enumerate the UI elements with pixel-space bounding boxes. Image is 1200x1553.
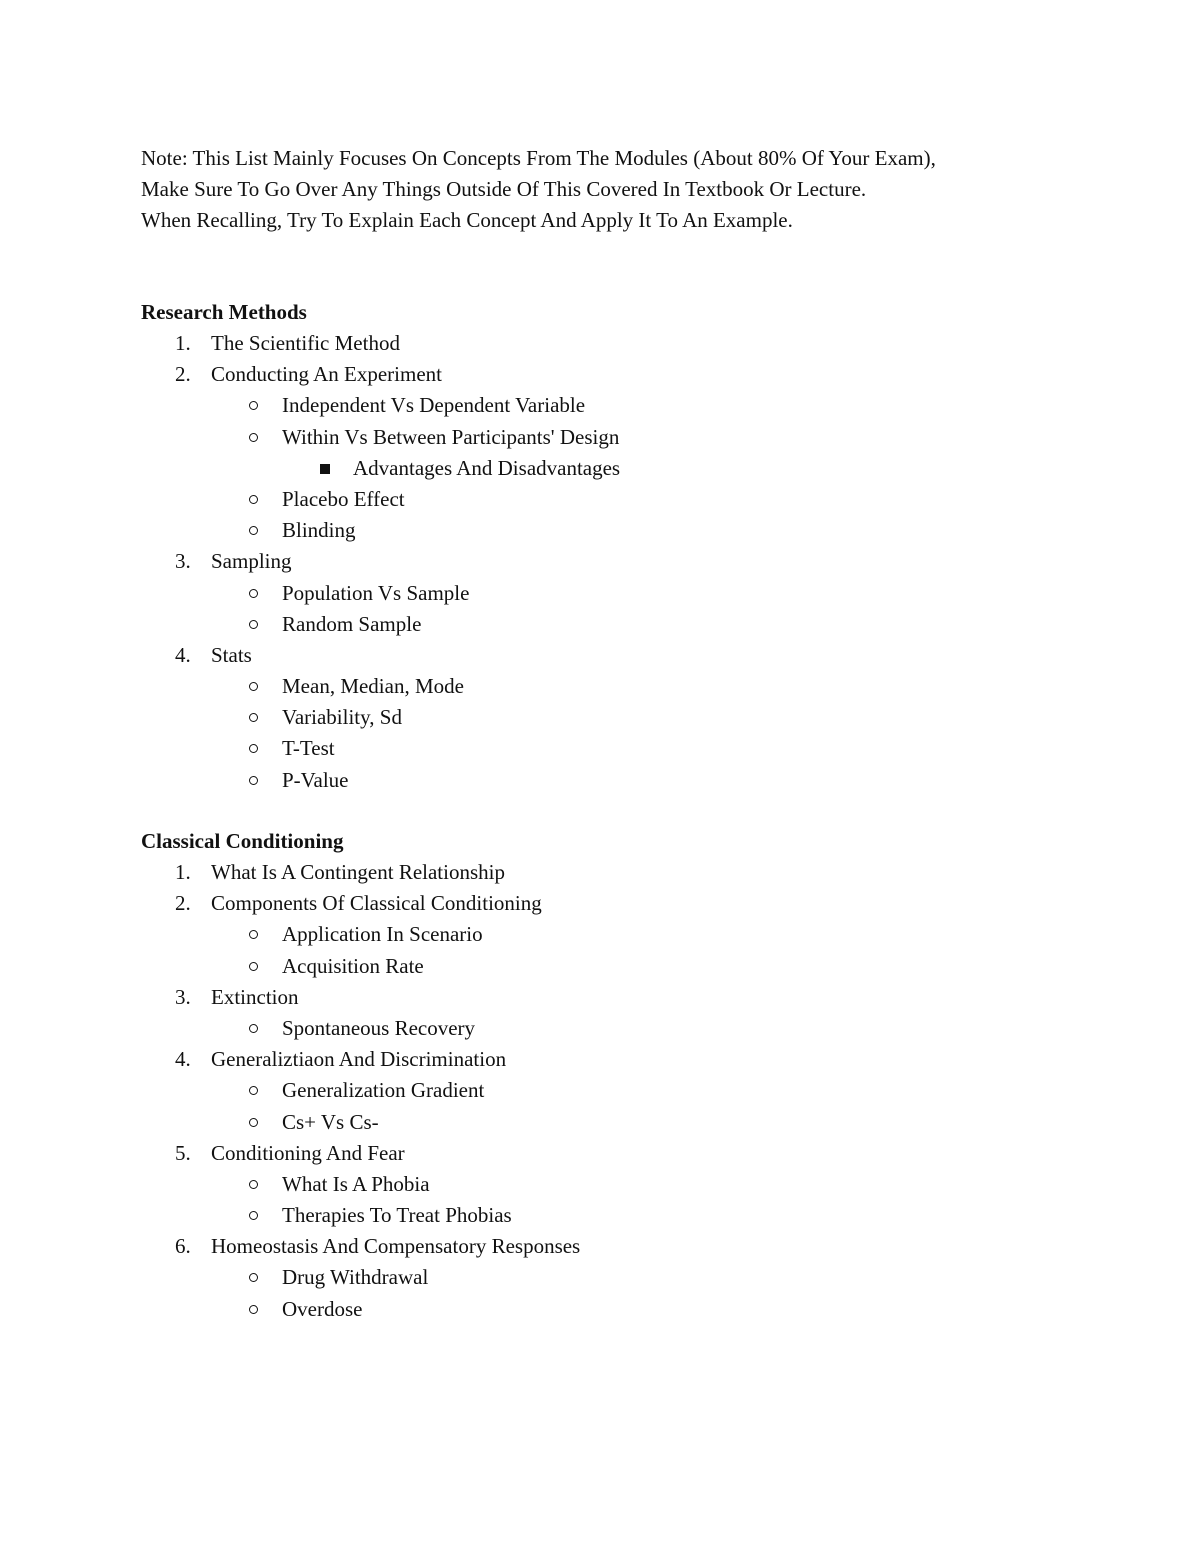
note-line: Note: This List Mainly Focuses On Concepts From The Modules (About 80% Of Your Exam),: [141, 146, 936, 170]
sub-list-item: [141, 578, 1141, 609]
list-item: [141, 982, 1141, 1013]
list-item: [141, 546, 1141, 577]
sub-sub-list-item-label: Advantages And Disadvantages: [353, 455, 621, 480]
hollow-circle-bullet-icon: [249, 1118, 258, 1127]
list-number: 5.: [175, 1140, 191, 1165]
sub-list-item: [141, 733, 1141, 764]
sub-list-item: [141, 951, 1141, 982]
list-number: 4.: [175, 1047, 191, 1072]
sub-list-item: [141, 765, 1141, 796]
sub-list-item: [141, 609, 1141, 640]
hollow-circle-bullet-icon: [249, 1273, 258, 1282]
sub-list-item-label: P-Value: [282, 767, 349, 792]
hollow-circle-bullet-icon: [249, 589, 258, 598]
hollow-circle-bullet-icon: [249, 1180, 258, 1189]
list-number: 6.: [175, 1234, 191, 1259]
sub-list-item-label: T-Test: [282, 736, 335, 761]
sub-list-item-label: Within Vs Between Participants' Design: [282, 424, 620, 449]
list-item: [141, 1138, 1141, 1169]
hollow-circle-bullet-icon: [249, 1211, 258, 1220]
hollow-circle-bullet-icon: [249, 433, 258, 442]
sub-list-item-label: Application In Scenario: [282, 922, 483, 947]
sub-list-item: [141, 671, 1141, 702]
list-item-label: The Scientific Method: [211, 331, 400, 355]
list-item: [141, 640, 1141, 671]
hollow-circle-bullet-icon: [249, 682, 258, 691]
sub-list-item-label: Cs+ Vs Cs-: [282, 1109, 379, 1134]
hollow-circle-bullet-icon: [249, 401, 258, 410]
hollow-circle-bullet-icon: [249, 495, 258, 504]
note-line: Make Sure To Go Over Any Things Outside Of This Covered In Textbook Or Lecture.: [141, 177, 867, 201]
hollow-circle-bullet-icon: [249, 962, 258, 971]
list-item: [141, 1044, 1141, 1075]
list-item-label: Stats: [211, 642, 252, 667]
sub-list-item-label: Population Vs Sample: [282, 580, 470, 605]
hollow-circle-bullet-icon: [249, 1024, 258, 1033]
sub-list-item-label: Drug Withdrawal: [282, 1265, 429, 1290]
note-line: When Recalling, Try To Explain Each Concept And Apply It To An Example.: [141, 208, 793, 232]
sub-list-item-label: What Is A Phobia: [282, 1171, 430, 1196]
sub-list-item-label: Mean, Median, Mode: [282, 674, 464, 699]
numbered-list: [141, 857, 1141, 1325]
list-item: [141, 328, 1141, 359]
sub-list-item-label: Random Sample: [282, 611, 422, 636]
hollow-circle-bullet-icon: [249, 526, 258, 535]
sub-sub-list-item: [141, 453, 1141, 484]
hollow-circle-bullet-icon: [249, 930, 258, 939]
list-number: 3.: [175, 549, 191, 574]
sub-list-item: [141, 515, 1141, 546]
list-number: 1.: [175, 860, 191, 884]
sub-list-item: [141, 1200, 1141, 1231]
intro-note: [141, 143, 1141, 236]
sub-list-item-label: Generalization Gradient: [282, 1078, 485, 1103]
sub-list-item: [141, 390, 1141, 421]
sub-list-item-label: Independent Vs Dependent Variable: [282, 393, 586, 418]
hollow-circle-bullet-icon: [249, 776, 258, 785]
hollow-circle-bullet-icon: [249, 713, 258, 722]
sub-list-item-label: Overdose: [282, 1296, 363, 1321]
sub-list-item: [141, 1075, 1141, 1106]
sub-list-item-label: Blinding: [282, 518, 356, 543]
sub-list-item: [141, 702, 1141, 733]
section-heading: Research Methods: [141, 300, 307, 324]
section-research-methods: [141, 297, 1141, 796]
list-item-label: Components Of Classical Conditioning: [211, 891, 542, 916]
section-classical-conditioning: [141, 826, 1141, 1325]
list-item-label: Generaliztiaon And Discrimination: [211, 1047, 507, 1072]
sub-list-item: [141, 1169, 1141, 1200]
hollow-circle-bullet-icon: [249, 1305, 258, 1314]
sub-list-item-label: Therapies To Treat Phobias: [282, 1203, 512, 1228]
sub-list-item: [141, 1294, 1141, 1325]
list-item-label: Conducting An Experiment: [211, 362, 442, 387]
filled-square-bullet-icon: [320, 464, 330, 474]
list-number: 2.: [175, 891, 191, 916]
hollow-circle-bullet-icon: [249, 620, 258, 629]
list-item-label: What Is A Contingent Relationship: [211, 860, 505, 884]
list-item: [141, 359, 1141, 390]
list-number: 3.: [175, 984, 191, 1009]
sub-list-item: [141, 919, 1141, 950]
numbered-list: [141, 328, 1141, 796]
list-item-label: Sampling: [211, 549, 292, 574]
list-item-label: Homeostasis And Compensatory Responses: [211, 1234, 581, 1259]
sub-list-item-label: Acquisition Rate: [282, 953, 424, 978]
sub-list-item: [141, 1262, 1141, 1293]
list-item: [141, 857, 1141, 888]
sub-list-item: [141, 1107, 1141, 1138]
sub-list-item-label: Variability, Sd: [282, 705, 402, 730]
list-item: [141, 888, 1141, 919]
sub-list-item-label: Spontaneous Recovery: [282, 1015, 476, 1040]
section-heading: Classical Conditioning: [141, 829, 344, 853]
sub-list-item: [141, 484, 1141, 515]
sub-list-item: [141, 1013, 1141, 1044]
list-number: 4.: [175, 642, 191, 667]
hollow-circle-bullet-icon: [249, 744, 258, 753]
list-number: 1.: [175, 331, 191, 355]
list-number: 2.: [175, 362, 191, 387]
sub-list-item: [141, 422, 1141, 453]
list-item-label: Extinction: [211, 984, 299, 1009]
list-item: [141, 1231, 1141, 1262]
list-item-label: Conditioning And Fear: [211, 1140, 405, 1165]
sub-list-item-label: Placebo Effect: [282, 486, 405, 511]
hollow-circle-bullet-icon: [249, 1086, 258, 1095]
